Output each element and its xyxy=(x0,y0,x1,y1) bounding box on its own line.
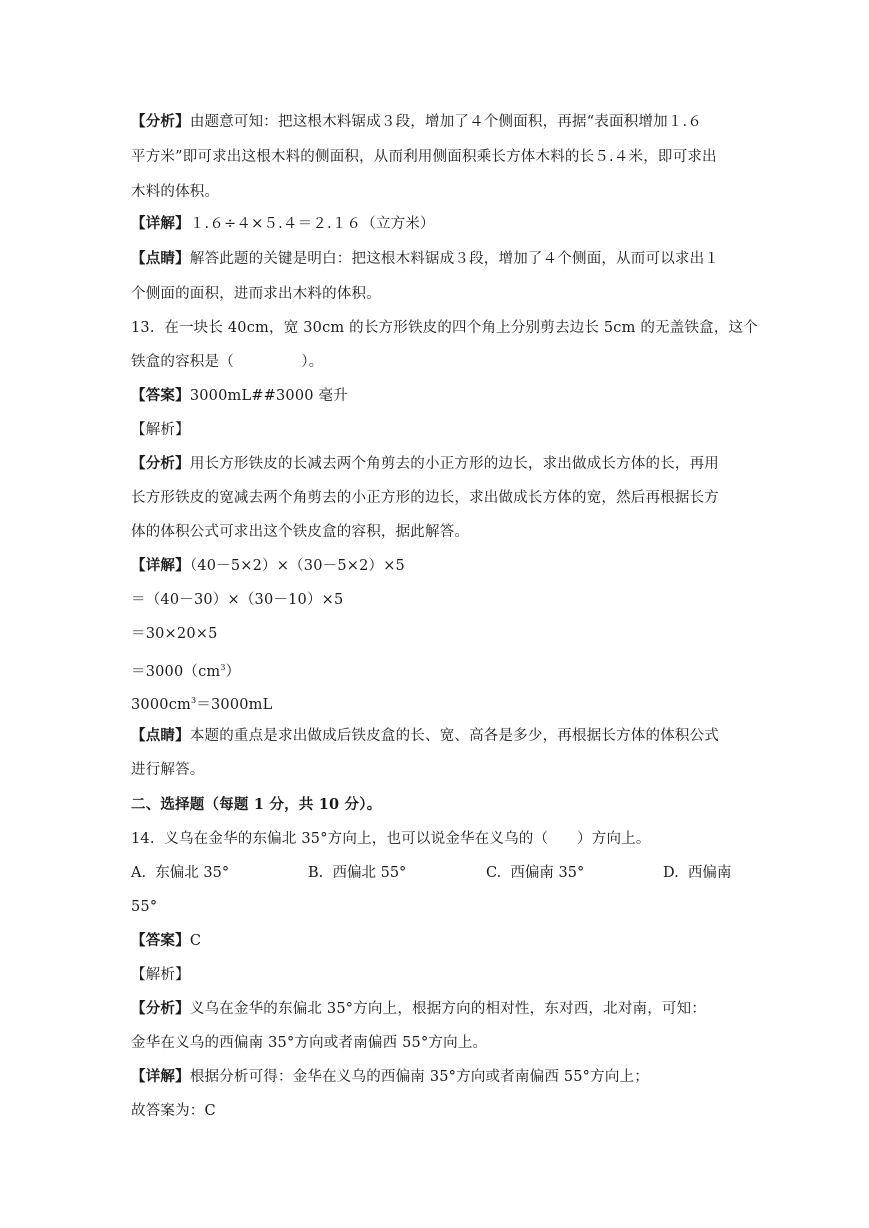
q13-stem-line1: 13. 在一块长 40cm，宽 30cm 的长方形铁皮的四个角上分别剪去边长 5cm 的无盖铁盒，这个 xyxy=(131,320,758,336)
q14-detail-line1 xyxy=(131,1067,649,1087)
q12-detail-line xyxy=(131,214,435,234)
q13-comment-line1 xyxy=(131,726,719,746)
section-heading: 二、选择题（每题 1 分，共 10 分）。 xyxy=(131,796,382,813)
comment-tag: 【点睛】 xyxy=(131,250,190,267)
q14-answer-line xyxy=(131,931,201,951)
q14-detail-line2: 故答案为：C xyxy=(131,1103,216,1119)
detail-text: 根据分析可得：金华在义乌的西偏南 35°方向或者南偏西 55°方向上； xyxy=(189,1069,649,1085)
q14-option-d: D. 西偏南 xyxy=(663,865,732,881)
q14-stem: 14. 义乌在金华的东偏北 35°方向上，也可以说金华在义乌的（ ）方向上。 xyxy=(131,831,651,847)
q14-analysis-line2: 金华在义乌的西偏南 35°方向或者南偏西 55°方向上。 xyxy=(131,1035,488,1051)
q14-option-a: A. 东偏北 35° xyxy=(131,865,230,881)
q13-analysis-line3: 体的体积公式可求出这个铁皮盒的容积，据此解答。 xyxy=(131,524,470,540)
superscript: 3 xyxy=(190,696,197,705)
q12-comment-line1 xyxy=(131,249,719,269)
detail-text: ） xyxy=(225,664,241,680)
q14-explain-tag: 【解析】 xyxy=(131,967,190,983)
q12-comment-line2: 个侧面的面积，进而求出木料的体积。 xyxy=(131,286,381,302)
q12-analysis-line1 xyxy=(131,112,702,132)
analysis-text: 由题意可知：把这根木料锯成３段，增加了４个侧面积，再据“表面积增加１.６ xyxy=(189,114,703,130)
comment-text: 解答此题的关键是明白：把这根木料锯成３段，增加了４个侧面，从而可以求出１ xyxy=(189,251,720,267)
detail-text: （40－5×2）×（30－5×2）×5 xyxy=(189,558,405,574)
analysis-tag: 【分析】 xyxy=(131,455,190,472)
detail-text: １.６÷４×５.４＝２.１６（立方米） xyxy=(189,216,435,232)
detail-tag: 【详解】 xyxy=(131,557,190,574)
q14-option-b: B. 西偏北 55° xyxy=(308,865,407,881)
q13-analysis-line2: 长方形铁皮的宽减去两个角剪去的小正方形的边长，求出做成长方体的宽，然后再根据长方 xyxy=(131,490,719,506)
q13-detail-line5 xyxy=(131,691,272,715)
q12-analysis-line2: 平方米”即可求出这根木料的侧面积，从而利用侧面积乘长方体木料的长５.４米，即可求出 xyxy=(131,149,717,165)
q13-detail-line1 xyxy=(131,556,405,576)
answer-text: 3000mL##3000 毫升 xyxy=(189,388,348,404)
q14-option-c: C. 西偏南 35° xyxy=(486,865,585,881)
answer-text: C xyxy=(189,933,202,949)
q13-detail-line3: ＝30×20×5 xyxy=(131,626,218,642)
q13-detail-line4 xyxy=(131,658,240,682)
q13-detail-line2: ＝（40－30）×（30－10）×5 xyxy=(131,592,344,608)
analysis-tag: 【分析】 xyxy=(131,113,190,130)
q13-comment-line2: 进行解答。 xyxy=(131,762,205,778)
detail-text: ＝3000（cm xyxy=(131,664,221,680)
q14-option-d-cont: 55° xyxy=(131,899,158,915)
comment-tag: 【点睛】 xyxy=(131,727,190,744)
q13-explain-tag: 【解析】 xyxy=(131,422,190,438)
q14-analysis-line1 xyxy=(131,999,706,1019)
answer-tag: 【答案】 xyxy=(131,932,190,949)
detail-tag: 【详解】 xyxy=(131,1068,190,1085)
answer-tag: 【答案】 xyxy=(131,387,190,404)
analysis-text: 义乌在金华的东偏北 35°方向上，根据方向的相对性，东对西，北对南，可知： xyxy=(189,1001,707,1017)
comment-text: 本题的重点是求出做成后铁皮盒的长、宽、高各是多少，再根据长方体的体积公式 xyxy=(189,728,720,744)
detail-tag: 【详解】 xyxy=(131,215,190,232)
detail-text: ＝3000mL xyxy=(196,697,273,713)
q12-analysis-line3: 木料的体积。 xyxy=(131,184,220,200)
q13-answer-line xyxy=(131,386,348,406)
analysis-text: 用长方形铁皮的长减去两个角剪去的小正方形的边长，求出做成长方体的长，再用 xyxy=(189,456,720,472)
q13-stem-line2: 铁盒的容积是（ ）。 xyxy=(131,354,324,370)
q13-analysis-line1 xyxy=(131,454,719,474)
analysis-tag: 【分析】 xyxy=(131,1000,190,1017)
detail-text: 3000cm xyxy=(131,697,191,713)
superscript: 3 xyxy=(220,663,226,672)
